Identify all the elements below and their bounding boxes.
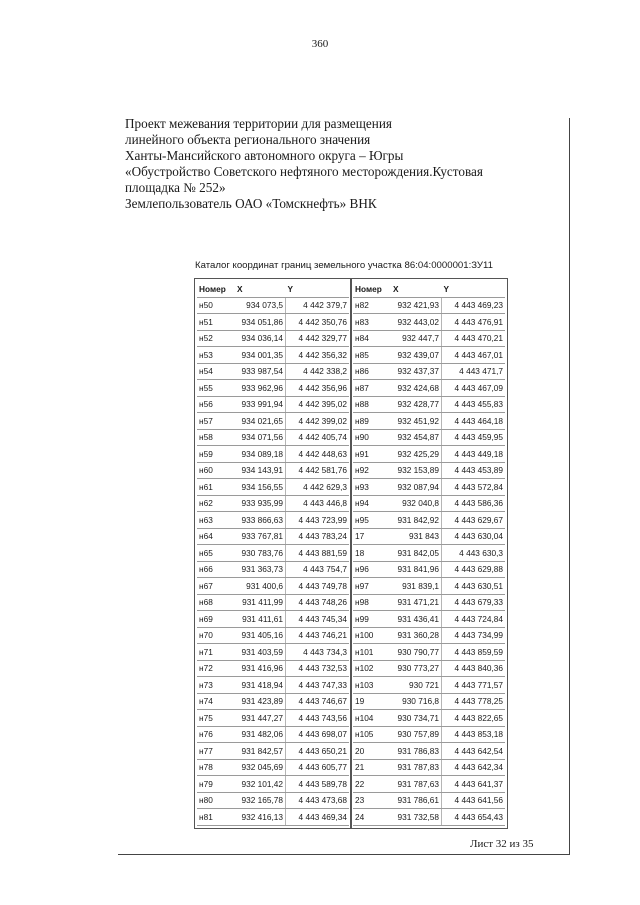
point-number-cell: н66 (197, 561, 235, 578)
table-row (197, 462, 349, 479)
table-row (353, 396, 505, 413)
x-coordinate-cell: 930 734,71 (391, 710, 442, 727)
x-coordinate-cell: 931 842,57 (235, 743, 286, 760)
x-coordinate-cell: 931 786,61 (391, 792, 442, 809)
point-number-cell: 23 (353, 792, 391, 809)
table-row (353, 495, 505, 512)
x-coordinate-cell: 932 439,07 (391, 347, 442, 364)
point-number-cell: 21 (353, 759, 391, 776)
x-coordinate-cell: 933 767,81 (235, 528, 286, 545)
x-coordinate-cell: 934 001,35 (235, 347, 286, 364)
point-number-cell: н105 (353, 726, 391, 743)
x-coordinate-cell: 932 165,78 (235, 792, 286, 809)
x-coordinate-cell: 932 443,02 (391, 314, 442, 331)
title-line: линейного объекта регионального значения (125, 132, 371, 147)
x-coordinate-cell: 931 411,61 (235, 611, 286, 628)
x-coordinate-cell: 931 787,83 (391, 759, 442, 776)
point-number-cell: н77 (197, 743, 235, 760)
x-coordinate-cell: 931 843 (391, 528, 442, 545)
y-coordinate-cell: 4 442 338,2 (286, 363, 350, 380)
y-coordinate-cell: 4 443 881,59 (286, 545, 350, 562)
y-coordinate-cell: 4 442 399,02 (286, 413, 350, 430)
table-row (353, 710, 505, 727)
table-row (353, 644, 505, 661)
point-number-cell: н87 (353, 380, 391, 397)
y-coordinate-cell: 4 443 476,91 (442, 314, 506, 331)
table-row (197, 512, 349, 529)
x-coordinate-cell: 931 416,96 (235, 660, 286, 677)
y-coordinate-cell: 4 443 629,88 (442, 561, 506, 578)
point-number-cell: н50 (197, 297, 235, 314)
point-number-cell: н81 (197, 809, 235, 826)
point-number-cell: н89 (353, 413, 391, 430)
table-row (197, 330, 349, 347)
point-number-cell: н93 (353, 479, 391, 496)
y-coordinate-cell: 4 443 754,7 (286, 561, 350, 578)
y-coordinate-cell: 4 442 356,96 (286, 380, 350, 397)
table-row (353, 512, 505, 529)
point-number-cell: н54 (197, 363, 235, 380)
point-number-cell: н95 (353, 512, 391, 529)
y-coordinate-cell: 4 443 679,33 (442, 594, 506, 611)
y-coordinate-cell: 4 443 732,53 (286, 660, 350, 677)
table-row (353, 594, 505, 611)
point-number-cell: н97 (353, 578, 391, 595)
point-number-cell: 19 (353, 693, 391, 710)
table-row (197, 611, 349, 628)
y-coordinate-cell: 4 443 698,07 (286, 726, 350, 743)
y-coordinate-cell: 4 443 473,68 (286, 792, 350, 809)
table-row (353, 660, 505, 677)
x-coordinate-cell: 932 447,7 (391, 330, 442, 347)
point-number-cell: н70 (197, 627, 235, 644)
title-line: площадка № 252» (125, 180, 226, 195)
x-coordinate-cell: 931 436,41 (391, 611, 442, 628)
y-coordinate-cell: 4 443 746,21 (286, 627, 350, 644)
y-coordinate-cell: 4 443 724,84 (442, 611, 506, 628)
y-coordinate-cell: 4 442 379,7 (286, 297, 350, 314)
table-row (353, 314, 505, 331)
page-number: 360 (311, 38, 329, 50)
table-row (353, 792, 505, 809)
table-row (197, 297, 349, 314)
y-coordinate-cell: 4 443 642,54 (442, 743, 506, 760)
y-coordinate-cell: 4 443 641,37 (442, 776, 506, 793)
table-row (353, 545, 505, 562)
point-number-cell: н80 (197, 792, 235, 809)
header-number: Номер (197, 281, 235, 297)
y-coordinate-cell: 4 443 743,56 (286, 710, 350, 727)
point-number-cell: н75 (197, 710, 235, 727)
point-number-cell: н57 (197, 413, 235, 430)
y-coordinate-cell: 4 443 859,59 (442, 644, 506, 661)
table-row (197, 314, 349, 331)
x-coordinate-cell: 933 935,99 (235, 495, 286, 512)
table-row (197, 561, 349, 578)
y-coordinate-cell: 4 443 446,8 (286, 495, 350, 512)
table-row (197, 363, 349, 380)
table-row (353, 726, 505, 743)
y-coordinate-cell: 4 442 356,32 (286, 347, 350, 364)
table-row (197, 809, 349, 826)
x-coordinate-cell: 931 839,1 (391, 578, 442, 595)
point-number-cell: 24 (353, 809, 391, 826)
table-row (197, 578, 349, 595)
x-coordinate-cell: 931 423,89 (235, 693, 286, 710)
x-coordinate-cell: 931 787,63 (391, 776, 442, 793)
table-row (353, 330, 505, 347)
point-number-cell: н79 (197, 776, 235, 793)
table-row (197, 594, 349, 611)
y-coordinate-cell: 4 443 822,65 (442, 710, 506, 727)
x-coordinate-cell: 932 451,92 (391, 413, 442, 430)
table-row (197, 644, 349, 661)
x-coordinate-cell: 931 482,06 (235, 726, 286, 743)
table-row (353, 446, 505, 463)
point-number-cell: н83 (353, 314, 391, 331)
table-row (353, 743, 505, 760)
point-number-cell: н60 (197, 462, 235, 479)
x-coordinate-cell: 934 073,5 (235, 297, 286, 314)
x-coordinate-cell: 934 051,86 (235, 314, 286, 331)
point-number-cell: н59 (197, 446, 235, 463)
y-coordinate-cell: 4 443 749,78 (286, 578, 350, 595)
y-coordinate-cell: 4 443 469,34 (286, 809, 350, 826)
y-coordinate-cell: 4 443 630,3 (442, 545, 506, 562)
table-header-row (353, 281, 505, 297)
title-line: Землепользователь ОАО «Томскнефть» ВНК (125, 196, 377, 211)
point-number-cell: н69 (197, 611, 235, 628)
x-coordinate-cell: 932 416,13 (235, 809, 286, 826)
y-coordinate-cell: 4 442 581,76 (286, 462, 350, 479)
table-row (353, 528, 505, 545)
table-body-right (353, 297, 505, 825)
table-body-left (197, 297, 349, 825)
table-row (353, 462, 505, 479)
point-number-cell: н82 (353, 297, 391, 314)
point-number-cell: н99 (353, 611, 391, 628)
x-coordinate-cell: 931 786,83 (391, 743, 442, 760)
y-coordinate-cell: 4 443 642,34 (442, 759, 506, 776)
x-coordinate-cell: 931 400,6 (235, 578, 286, 595)
y-coordinate-cell: 4 443 629,67 (442, 512, 506, 529)
table-row (353, 693, 505, 710)
y-coordinate-cell: 4 443 783,24 (286, 528, 350, 545)
x-coordinate-cell: 931 841,96 (391, 561, 442, 578)
x-coordinate-cell: 931 405,16 (235, 627, 286, 644)
point-number-cell: 20 (353, 743, 391, 760)
y-coordinate-cell: 4 443 778,25 (442, 693, 506, 710)
y-coordinate-cell: 4 443 469,23 (442, 297, 506, 314)
point-number-cell: н62 (197, 495, 235, 512)
table-row (353, 380, 505, 397)
point-number-cell: н92 (353, 462, 391, 479)
title-line: Проект межевания территории для размещения (125, 116, 392, 131)
point-number-cell: н55 (197, 380, 235, 397)
table-row (197, 495, 349, 512)
table-row (197, 776, 349, 793)
table-row (353, 759, 505, 776)
point-number-cell: н85 (353, 347, 391, 364)
catalog-title: Каталог координат границ земельного участка 86:04:0000001:ЗУ11 (195, 260, 493, 271)
y-coordinate-cell: 4 442 448,63 (286, 446, 350, 463)
y-coordinate-cell: 4 443 467,09 (442, 380, 506, 397)
y-coordinate-cell: 4 443 589,78 (286, 776, 350, 793)
y-coordinate-cell: 4 443 586,36 (442, 495, 506, 512)
table-row (353, 627, 505, 644)
y-coordinate-cell: 4 443 853,18 (442, 726, 506, 743)
point-number-cell: н90 (353, 429, 391, 446)
point-number-cell: н76 (197, 726, 235, 743)
table-row (353, 776, 505, 793)
y-coordinate-cell: 4 442 395,02 (286, 396, 350, 413)
table-row (353, 413, 505, 430)
point-number-cell: н56 (197, 396, 235, 413)
title-line: Ханты-Мансийского автономного округа – Югры (125, 148, 404, 163)
point-number-cell: 18 (353, 545, 391, 562)
table-row (197, 743, 349, 760)
header-number: Номер (353, 281, 391, 297)
point-number-cell: н52 (197, 330, 235, 347)
point-number-cell: н84 (353, 330, 391, 347)
y-coordinate-cell: 4 442 329,77 (286, 330, 350, 347)
header-x: X (235, 281, 286, 297)
table-row (197, 545, 349, 562)
table-row (197, 710, 349, 727)
y-coordinate-cell: 4 443 453,89 (442, 462, 506, 479)
table-row (353, 363, 505, 380)
x-coordinate-cell: 931 363,73 (235, 561, 286, 578)
x-coordinate-cell: 931 403,59 (235, 644, 286, 661)
y-coordinate-cell: 4 443 745,34 (286, 611, 350, 628)
y-coordinate-cell: 4 443 734,3 (286, 644, 350, 661)
x-coordinate-cell: 934 021,65 (235, 413, 286, 430)
point-number-cell: 17 (353, 528, 391, 545)
point-number-cell: н86 (353, 363, 391, 380)
point-number-cell: н72 (197, 660, 235, 677)
point-number-cell: н51 (197, 314, 235, 331)
table-row (353, 429, 505, 446)
table-row (197, 528, 349, 545)
x-coordinate-cell: 932 425,29 (391, 446, 442, 463)
y-coordinate-cell: 4 443 723,99 (286, 512, 350, 529)
x-coordinate-cell: 930 757,89 (391, 726, 442, 743)
y-coordinate-cell: 4 442 629,3 (286, 479, 350, 496)
x-coordinate-cell: 930 790,77 (391, 644, 442, 661)
x-coordinate-cell: 931 411,99 (235, 594, 286, 611)
project-title (125, 116, 565, 212)
x-coordinate-cell: 932 428,77 (391, 396, 442, 413)
table-row (197, 413, 349, 430)
point-number-cell: н58 (197, 429, 235, 446)
x-coordinate-cell: 931 842,05 (391, 545, 442, 562)
x-coordinate-cell: 934 089,18 (235, 446, 286, 463)
x-coordinate-cell: 931 842,92 (391, 512, 442, 529)
point-number-cell: н88 (353, 396, 391, 413)
y-coordinate-cell: 4 443 464,18 (442, 413, 506, 430)
x-coordinate-cell: 932 437,37 (391, 363, 442, 380)
table-row (353, 677, 505, 694)
point-number-cell: н78 (197, 759, 235, 776)
y-coordinate-cell: 4 443 471,7 (442, 363, 506, 380)
point-number-cell: н68 (197, 594, 235, 611)
point-number-cell: н103 (353, 677, 391, 694)
y-coordinate-cell: 4 443 449,18 (442, 446, 506, 463)
coordinates-table-left (194, 278, 352, 829)
table-row (197, 429, 349, 446)
x-coordinate-cell: 932 424,68 (391, 380, 442, 397)
y-coordinate-cell: 4 443 654,43 (442, 809, 506, 826)
x-coordinate-cell: 932 421,93 (391, 297, 442, 314)
point-number-cell: н61 (197, 479, 235, 496)
y-coordinate-cell: 4 443 470,21 (442, 330, 506, 347)
table-row (197, 792, 349, 809)
x-coordinate-cell: 930 716,8 (391, 693, 442, 710)
point-number-cell: н102 (353, 660, 391, 677)
point-number-cell: н94 (353, 495, 391, 512)
x-coordinate-cell: 930 773,27 (391, 660, 442, 677)
table-row (353, 611, 505, 628)
point-number-cell: н64 (197, 528, 235, 545)
x-coordinate-cell: 931 447,27 (235, 710, 286, 727)
x-coordinate-cell: 932 087,94 (391, 479, 442, 496)
table-row (353, 578, 505, 595)
table-row (353, 347, 505, 364)
point-number-cell: н74 (197, 693, 235, 710)
y-coordinate-cell: 4 443 455,83 (442, 396, 506, 413)
point-number-cell: н100 (353, 627, 391, 644)
x-coordinate-cell: 933 991,94 (235, 396, 286, 413)
table-row (197, 446, 349, 463)
table-row (197, 693, 349, 710)
table-row (197, 479, 349, 496)
x-coordinate-cell: 930 721 (391, 677, 442, 694)
point-number-cell: н65 (197, 545, 235, 562)
x-coordinate-cell: 931 732,58 (391, 809, 442, 826)
table-header-row (197, 281, 349, 297)
point-number-cell: н53 (197, 347, 235, 364)
x-coordinate-cell: 932 045,69 (235, 759, 286, 776)
y-coordinate-cell: 4 442 350,76 (286, 314, 350, 331)
table-row (197, 759, 349, 776)
point-number-cell: н101 (353, 644, 391, 661)
y-coordinate-cell: 4 443 459,95 (442, 429, 506, 446)
y-coordinate-cell: 4 443 746,67 (286, 693, 350, 710)
x-coordinate-cell: 933 987,54 (235, 363, 286, 380)
header-y: Y (286, 281, 350, 297)
table-row (353, 297, 505, 314)
y-coordinate-cell: 4 443 840,36 (442, 660, 506, 677)
point-number-cell: н67 (197, 578, 235, 595)
table-row (197, 347, 349, 364)
x-coordinate-cell: 932 153,89 (391, 462, 442, 479)
x-coordinate-cell: 932 040,8 (391, 495, 442, 512)
y-coordinate-cell: 4 443 467,01 (442, 347, 506, 364)
point-number-cell: 22 (353, 776, 391, 793)
point-number-cell: н91 (353, 446, 391, 463)
y-coordinate-cell: 4 443 748,26 (286, 594, 350, 611)
table-row (197, 627, 349, 644)
y-coordinate-cell: 4 443 630,51 (442, 578, 506, 595)
point-number-cell: н63 (197, 512, 235, 529)
x-coordinate-cell: 934 156,55 (235, 479, 286, 496)
point-number-cell: н73 (197, 677, 235, 694)
x-coordinate-cell: 933 866,63 (235, 512, 286, 529)
table-row (197, 660, 349, 677)
x-coordinate-cell: 931 360,28 (391, 627, 442, 644)
y-coordinate-cell: 4 443 650,21 (286, 743, 350, 760)
point-number-cell: н96 (353, 561, 391, 578)
point-number-cell: н71 (197, 644, 235, 661)
x-coordinate-cell: 934 143,91 (235, 462, 286, 479)
table-row (197, 677, 349, 694)
y-coordinate-cell: 4 442 405,74 (286, 429, 350, 446)
table-row (353, 479, 505, 496)
table-row (197, 726, 349, 743)
point-number-cell: н98 (353, 594, 391, 611)
y-coordinate-cell: 4 443 747,33 (286, 677, 350, 694)
x-coordinate-cell: 930 783,76 (235, 545, 286, 562)
x-coordinate-cell: 934 071,56 (235, 429, 286, 446)
y-coordinate-cell: 4 443 771,57 (442, 677, 506, 694)
table-row (197, 380, 349, 397)
point-number-cell: н104 (353, 710, 391, 727)
sheet-label: Лист 32 из 35 (470, 838, 534, 850)
y-coordinate-cell: 4 443 630,04 (442, 528, 506, 545)
title-line: «Обустройство Советского нефтяного месторождения.Кустовая (125, 164, 483, 179)
x-coordinate-cell: 934 036,14 (235, 330, 286, 347)
table-row (353, 809, 505, 826)
coordinates-table-right (350, 278, 508, 829)
table-row (353, 561, 505, 578)
x-coordinate-cell: 932 454,87 (391, 429, 442, 446)
y-coordinate-cell: 4 443 605,77 (286, 759, 350, 776)
y-coordinate-cell: 4 443 572,84 (442, 479, 506, 496)
x-coordinate-cell: 933 962,96 (235, 380, 286, 397)
y-coordinate-cell: 4 443 734,99 (442, 627, 506, 644)
x-coordinate-cell: 932 101,42 (235, 776, 286, 793)
header-x: X (391, 281, 442, 297)
y-coordinate-cell: 4 443 641,56 (442, 792, 506, 809)
header-y: Y (442, 281, 506, 297)
x-coordinate-cell: 931 471,21 (391, 594, 442, 611)
x-coordinate-cell: 931 418,94 (235, 677, 286, 694)
table-row (197, 396, 349, 413)
